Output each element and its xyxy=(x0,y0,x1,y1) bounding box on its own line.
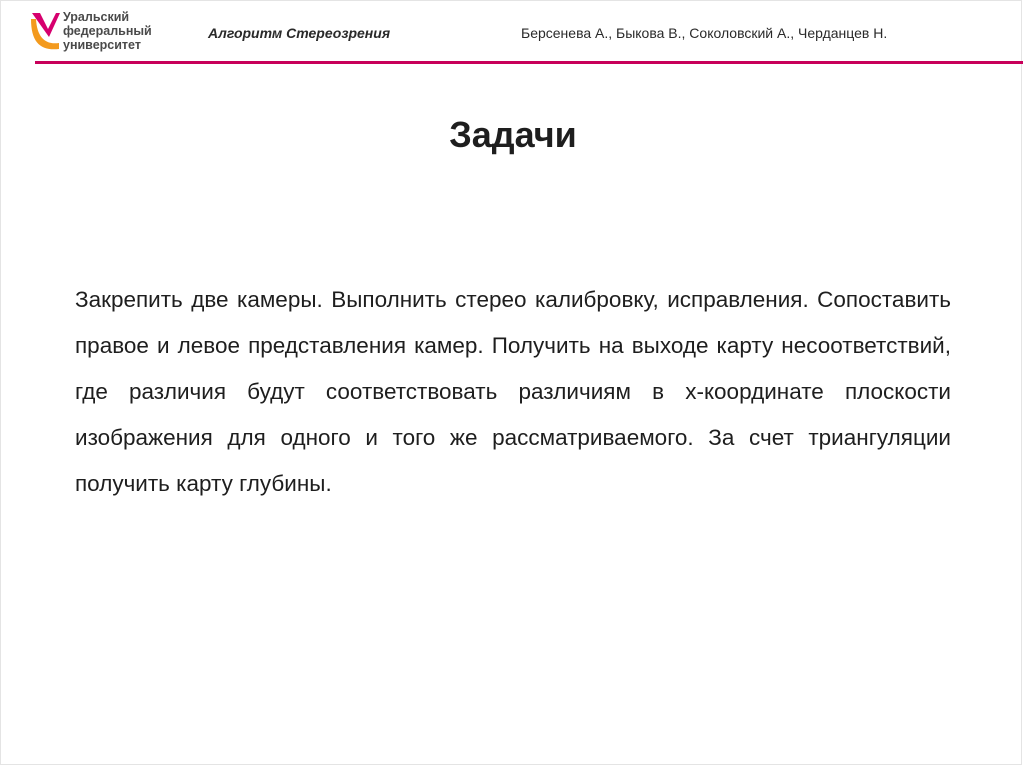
slide-title: Задачи xyxy=(449,114,577,155)
ural-university-emblem-icon xyxy=(29,9,63,55)
logo-line-1: Уральский xyxy=(63,10,130,24)
slide-body-text: Закрепить две камеры. Выполнить стерео калибровку, исправления. Сопоставить правое и левое представления камер. Получить на выходе карту несоответствий, где различия будут соответствовать различиям в x-координате плоскости изображения для одного и того же рассматриваемого. За счет триангуляции получить карту глубины. xyxy=(75,287,951,496)
logo-line-2: федеральный xyxy=(63,24,152,38)
presentation-title: Алгоритм Стереозрения xyxy=(208,25,391,41)
header-divider xyxy=(35,61,1023,64)
university-name xyxy=(63,10,152,52)
university-logo xyxy=(29,9,169,55)
authors: Берсенева А., Быкова В., Соколовский А., Черданцев Н. xyxy=(521,25,888,41)
logo-line-3: университет xyxy=(63,38,141,52)
